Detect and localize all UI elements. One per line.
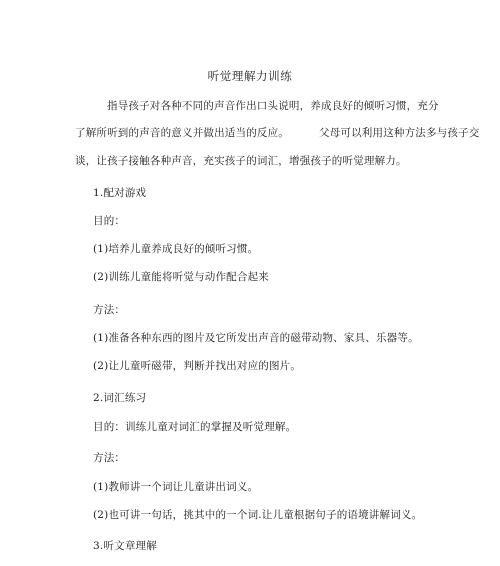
section-1-purpose-item-2: (2)训练儿童能将听觉与动作配合起来 <box>93 271 269 283</box>
section-1-heading: 1.配对游戏 <box>93 187 147 199</box>
intro-line-2-part-1: 了解所听到的声音的意义并做出适当的反应。 <box>75 127 289 139</box>
section-2-method-item-1: (1)教师讲一个词让儿童讲出词义。 <box>93 481 259 493</box>
document-title: 听觉理解力训练 <box>207 69 293 83</box>
section-1-purpose-item-1: (1)培养儿童养成良好的倾听习惯。 <box>93 243 259 255</box>
section-3-heading: 3.听文章理解 <box>93 540 157 552</box>
intro-line-2 <box>75 127 480 140</box>
section-1-method-label: 方法： <box>93 304 126 316</box>
intro-line-1: 指导孩子对各种不同的声音作出口头说明，养成良好的倾听习惯，充分 <box>107 100 439 112</box>
section-2-heading: 2.词汇练习 <box>93 392 147 404</box>
section-1-method-item-2: (2)让儿童听磁带，判断并找出对应的图片。 <box>93 360 302 372</box>
section-2-purpose: 目的：训练儿童对词汇的掌握及听觉理解。 <box>93 421 297 433</box>
section-2-method-item-2: (2)也可讲一句话，挑其中的一个词.让儿童根据句子的语境讲解词义。 <box>93 509 423 521</box>
section-2-method-label: 方法： <box>93 452 126 464</box>
intro-line-2-part-2: 父母可以利用这种方法多与孩子交 <box>319 127 480 139</box>
intro-line-3: 谈，让孩子接触各种声音，充实孩子的词汇，增强孩子的听觉理解力。 <box>75 155 407 167</box>
section-1-purpose-label: 目的： <box>93 215 126 227</box>
section-1-method-item-1: (1)准备各种东西的图片及它所发出声音的磁带动物、家具、乐器等。 <box>93 332 419 344</box>
